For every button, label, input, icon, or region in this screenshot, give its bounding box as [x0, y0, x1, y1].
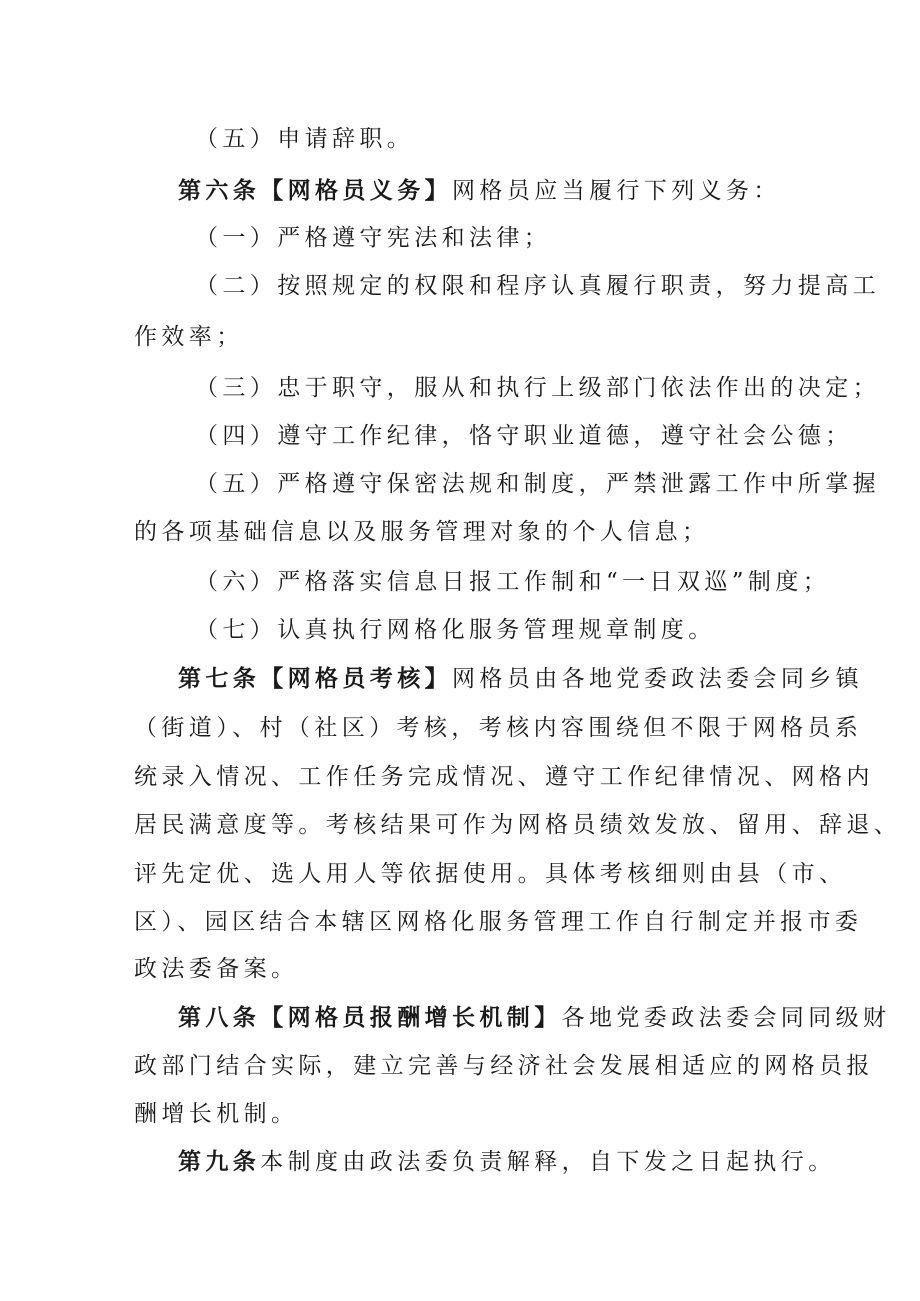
article-6-item-1: （一）严格遵守宪法和法律；	[195, 225, 552, 251]
article-6-item-6: （六）严格落实信息日报工作制和“一日双巡”制度；	[195, 569, 831, 595]
article-6-heading: 【网格员义务】	[260, 177, 453, 204]
article-7-heading: 【网格员考核】	[260, 665, 453, 692]
article-7-text: 网格员由各地党委政法委会同乡镇	[452, 666, 864, 692]
article-8-text: 各地党委政法委会同同级财	[561, 1005, 891, 1031]
article-7-line-5: 评先定优、选人用人等依据使用。具体考核细则由县（市、	[134, 861, 847, 887]
article-8-number: 第八条	[178, 1004, 261, 1031]
article-7-line-3: 统录入情况、工作任务完成情况、遵守工作纪律情况、网格内	[134, 764, 874, 790]
article-7-number: 第七条	[178, 665, 261, 692]
article-6-item-4: （四）遵守工作纪律，恪守职业道德，遵守社会公德；	[195, 423, 853, 449]
article-6-item-3: （三）忠于职守，服从和执行上级部门依法作出的决定；	[195, 375, 880, 401]
article-6-text: 网格员应当履行下列义务：	[452, 178, 781, 204]
article-7-first-line	[178, 664, 863, 694]
item-resign: （五）申请辞职。	[195, 126, 415, 152]
article-9-text: 本制度由政法委负责解释，自下发之日起执行。	[260, 1149, 836, 1175]
article-6-item-5: （五）严格遵守保密法规和制度，严禁泄露工作中所掌握	[195, 471, 880, 497]
article-8-line-3: 酬增长机制。	[134, 1101, 299, 1127]
article-6-item-7: （七）认真执行网格化服务管理规章制度。	[195, 617, 716, 643]
article-7-line-2: （街道）、村（社区）考核，考核内容围绕但不限于网格员系	[134, 715, 863, 741]
article-7-line-7: 政法委备案。	[134, 956, 299, 982]
article-9-number: 第九条	[178, 1148, 261, 1175]
article-7-line-6: 区）、园区结合本辖区网格化服务管理工作自行制定并报市委	[134, 909, 863, 935]
article-8-heading: 【网格员报酬增长机制】	[260, 1004, 562, 1031]
article-6-number: 第六条	[178, 177, 261, 204]
article-6-item-5-continued: 的各项基础信息以及服务管理对象的个人信息；	[134, 519, 710, 545]
article-6-first-line	[178, 176, 781, 206]
article-9-line	[178, 1147, 836, 1177]
article-8-line-2: 政部门结合实际，建立完善与经济社会发展相适应的网格员报	[134, 1053, 874, 1079]
article-6-item-2-continued: 作效率；	[134, 324, 244, 350]
article-7-line-4: 居民满意度等。考核结果可作为网格员绩效发放、留用、辞退、	[134, 812, 902, 838]
article-6-item-2: （二）按照规定的权限和程序认真履行职责，努力提高工	[195, 273, 880, 299]
article-8-first-line	[178, 1003, 890, 1033]
